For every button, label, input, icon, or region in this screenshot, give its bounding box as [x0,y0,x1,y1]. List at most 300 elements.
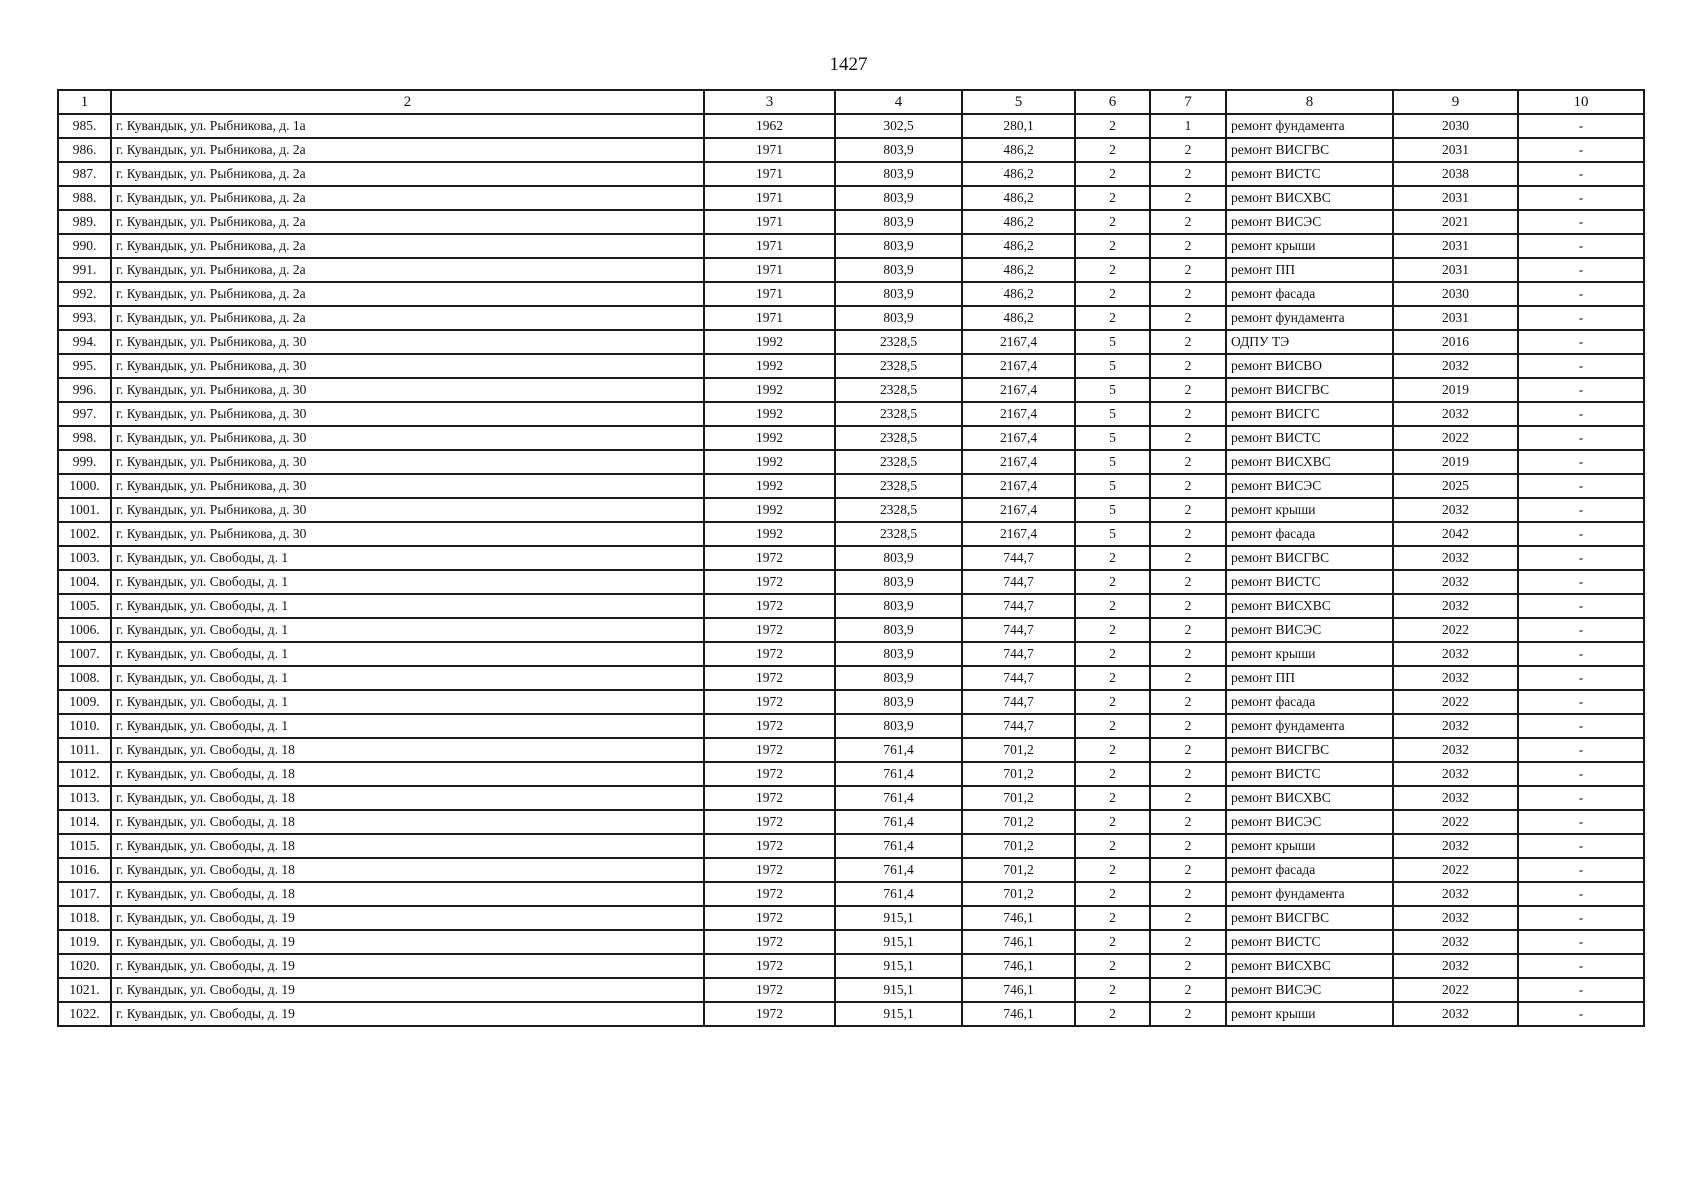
living-area-cell: 701,2 [962,762,1075,786]
column-header: 6 [1075,90,1150,114]
floors-cell: 2 [1075,690,1150,714]
note-cell: - [1518,714,1644,738]
entrances-cell: 2 [1150,402,1226,426]
table-row [58,642,1644,666]
floors-cell: 2 [1075,714,1150,738]
entrances-cell: 2 [1150,786,1226,810]
living-area-cell: 486,2 [962,282,1075,306]
entrances-cell: 2 [1150,666,1226,690]
living-area-cell: 2167,4 [962,450,1075,474]
row-number-cell: 1001. [58,498,111,522]
row-number-cell: 1010. [58,714,111,738]
total-area-cell: 803,9 [835,714,962,738]
total-area-cell: 803,9 [835,282,962,306]
floors-cell: 2 [1075,882,1150,906]
total-area-cell: 761,4 [835,834,962,858]
work-type-cell: ремонт ВИСГВС [1226,738,1393,762]
total-area-cell: 2328,5 [835,474,962,498]
row-number-cell: 990. [58,234,111,258]
year-cell: 1972 [704,570,835,594]
registry-table [57,89,1645,1027]
work-type-cell: ремонт ВИСЭС [1226,810,1393,834]
total-area-cell: 2328,5 [835,498,962,522]
work-type-cell: ремонт ПП [1226,258,1393,282]
work-type-cell: ремонт ВИСГС [1226,402,1393,426]
note-cell: - [1518,306,1644,330]
floors-cell: 2 [1075,666,1150,690]
planned-year-cell: 2032 [1393,906,1518,930]
planned-year-cell: 2032 [1393,498,1518,522]
address-cell: г. Кувандык, ул. Свободы, д. 19 [111,906,704,930]
table-row [58,210,1644,234]
total-area-cell: 302,5 [835,114,962,138]
note-cell: - [1518,570,1644,594]
total-area-cell: 803,9 [835,162,962,186]
planned-year-cell: 2032 [1393,882,1518,906]
planned-year-cell: 2022 [1393,858,1518,882]
year-cell: 1992 [704,330,835,354]
entrances-cell: 2 [1150,642,1226,666]
row-number-cell: 1020. [58,954,111,978]
entrances-cell: 2 [1150,834,1226,858]
page-number: 1427 [829,54,868,75]
address-cell: г. Кувандык, ул. Свободы, д. 19 [111,954,704,978]
living-area-cell: 486,2 [962,210,1075,234]
address-cell: г. Кувандык, ул. Рыбникова, д. 2а [111,210,704,234]
total-area-cell: 2328,5 [835,402,962,426]
note-cell: - [1518,906,1644,930]
address-cell: г. Кувандык, ул. Свободы, д. 18 [111,882,704,906]
living-area-cell: 744,7 [962,642,1075,666]
address-cell: г. Кувандык, ул. Рыбникова, д. 2а [111,306,704,330]
address-cell: г. Кувандык, ул. Свободы, д. 1 [111,594,704,618]
entrances-cell: 2 [1150,930,1226,954]
living-area-cell: 2167,4 [962,402,1075,426]
column-header: 10 [1518,90,1644,114]
total-area-cell: 761,4 [835,738,962,762]
total-area-cell: 2328,5 [835,354,962,378]
floors-cell: 2 [1075,810,1150,834]
note-cell: - [1518,354,1644,378]
entrances-cell: 2 [1150,522,1226,546]
year-cell: 1972 [704,1002,835,1026]
row-number-cell: 989. [58,210,111,234]
address-cell: г. Кувандык, ул. Свободы, д. 1 [111,618,704,642]
work-type-cell: ремонт ВИСТС [1226,762,1393,786]
table-row [58,426,1644,450]
floors-cell: 5 [1075,378,1150,402]
address-cell: г. Кувандык, ул. Свободы, д. 19 [111,978,704,1002]
living-area-cell: 486,2 [962,306,1075,330]
year-cell: 1971 [704,162,835,186]
work-type-cell: ОДПУ ТЭ [1226,330,1393,354]
living-area-cell: 486,2 [962,138,1075,162]
planned-year-cell: 2032 [1393,642,1518,666]
floors-cell: 2 [1075,258,1150,282]
year-cell: 1992 [704,450,835,474]
total-area-cell: 915,1 [835,1002,962,1026]
address-cell: г. Кувандык, ул. Рыбникова, д. 30 [111,474,704,498]
living-area-cell: 701,2 [962,786,1075,810]
entrances-cell: 2 [1150,282,1226,306]
note-cell: - [1518,426,1644,450]
entrances-cell: 2 [1150,378,1226,402]
row-number-cell: 995. [58,354,111,378]
living-area-cell: 744,7 [962,690,1075,714]
entrances-cell: 2 [1150,858,1226,882]
row-number-cell: 1012. [58,762,111,786]
column-header: 1 [58,90,111,114]
living-area-cell: 486,2 [962,234,1075,258]
table-row [58,474,1644,498]
note-cell: - [1518,138,1644,162]
total-area-cell: 761,4 [835,810,962,834]
row-number-cell: 1014. [58,810,111,834]
year-cell: 1971 [704,258,835,282]
address-cell: г. Кувандык, ул. Рыбникова, д. 2а [111,234,704,258]
address-cell: г. Кувандык, ул. Свободы, д. 18 [111,810,704,834]
floors-cell: 2 [1075,546,1150,570]
floors-cell: 2 [1075,186,1150,210]
year-cell: 1971 [704,234,835,258]
planned-year-cell: 2032 [1393,666,1518,690]
year-cell: 1971 [704,282,835,306]
work-type-cell: ремонт ВИСТС [1226,426,1393,450]
total-area-cell: 803,9 [835,690,962,714]
entrances-cell: 2 [1150,450,1226,474]
row-number-cell: 1005. [58,594,111,618]
note-cell: - [1518,450,1644,474]
entrances-cell: 2 [1150,498,1226,522]
row-number-cell: 985. [58,114,111,138]
floors-cell: 5 [1075,522,1150,546]
address-cell: г. Кувандык, ул. Свободы, д. 19 [111,930,704,954]
year-cell: 1972 [704,786,835,810]
table-row [58,666,1644,690]
work-type-cell: ремонт ВИСХВС [1226,954,1393,978]
work-type-cell: ремонт крыши [1226,234,1393,258]
planned-year-cell: 2022 [1393,690,1518,714]
entrances-cell: 2 [1150,258,1226,282]
floors-cell: 2 [1075,954,1150,978]
work-type-cell: ремонт ВИСЭС [1226,474,1393,498]
planned-year-cell: 2022 [1393,810,1518,834]
living-area-cell: 744,7 [962,714,1075,738]
note-cell: - [1518,330,1644,354]
address-cell: г. Кувандык, ул. Свободы, д. 1 [111,714,704,738]
table-body [58,114,1644,1026]
living-area-cell: 744,7 [962,570,1075,594]
address-cell: г. Кувандык, ул. Рыбникова, д. 2а [111,258,704,282]
floors-cell: 2 [1075,738,1150,762]
floors-cell: 2 [1075,234,1150,258]
entrances-cell: 2 [1150,906,1226,930]
total-area-cell: 803,9 [835,570,962,594]
table-row [58,450,1644,474]
row-number-cell: 1021. [58,978,111,1002]
note-cell: - [1518,114,1644,138]
entrances-cell: 2 [1150,186,1226,210]
row-number-cell: 1002. [58,522,111,546]
year-cell: 1972 [704,906,835,930]
floors-cell: 2 [1075,978,1150,1002]
address-cell: г. Кувандык, ул. Свободы, д. 1 [111,690,704,714]
total-area-cell: 803,9 [835,210,962,234]
floors-cell: 5 [1075,330,1150,354]
note-cell: - [1518,834,1644,858]
table-row [58,594,1644,618]
work-type-cell: ремонт ВИСТС [1226,162,1393,186]
total-area-cell: 2328,5 [835,378,962,402]
entrances-cell: 2 [1150,234,1226,258]
table-row [58,570,1644,594]
floors-cell: 5 [1075,354,1150,378]
year-cell: 1992 [704,474,835,498]
work-type-cell: ремонт ВИСТС [1226,570,1393,594]
table-row [58,714,1644,738]
work-type-cell: ремонт фасада [1226,522,1393,546]
table-row [58,306,1644,330]
floors-cell: 2 [1075,762,1150,786]
floors-cell: 2 [1075,594,1150,618]
entrances-cell: 2 [1150,474,1226,498]
row-number-cell: 1018. [58,906,111,930]
entrances-cell: 2 [1150,306,1226,330]
entrances-cell: 2 [1150,210,1226,234]
table-row [58,354,1644,378]
total-area-cell: 803,9 [835,258,962,282]
total-area-cell: 2328,5 [835,450,962,474]
year-cell: 1972 [704,546,835,570]
work-type-cell: ремонт фасада [1226,282,1393,306]
entrances-cell: 1 [1150,114,1226,138]
planned-year-cell: 2031 [1393,234,1518,258]
table-row [58,690,1644,714]
floors-cell: 5 [1075,498,1150,522]
note-cell: - [1518,234,1644,258]
total-area-cell: 803,9 [835,666,962,690]
year-cell: 1971 [704,306,835,330]
address-cell: г. Кувандык, ул. Рыбникова, д. 30 [111,330,704,354]
address-cell: г. Кувандык, ул. Рыбникова, д. 30 [111,402,704,426]
note-cell: - [1518,186,1644,210]
year-cell: 1972 [704,642,835,666]
table-row [58,1002,1644,1026]
year-cell: 1972 [704,594,835,618]
living-area-cell: 2167,4 [962,330,1075,354]
entrances-cell: 2 [1150,546,1226,570]
address-cell: г. Кувандык, ул. Рыбникова, д. 2а [111,162,704,186]
floors-cell: 2 [1075,930,1150,954]
living-area-cell: 2167,4 [962,354,1075,378]
note-cell: - [1518,642,1644,666]
entrances-cell: 2 [1150,354,1226,378]
living-area-cell: 744,7 [962,594,1075,618]
row-number-cell: 1006. [58,618,111,642]
work-type-cell: ремонт ВИСХВС [1226,450,1393,474]
planned-year-cell: 2032 [1393,762,1518,786]
note-cell: - [1518,810,1644,834]
entrances-cell: 2 [1150,954,1226,978]
planned-year-cell: 2025 [1393,474,1518,498]
table-row [58,738,1644,762]
total-area-cell: 2328,5 [835,522,962,546]
table-row [58,834,1644,858]
row-number-cell: 1007. [58,642,111,666]
floors-cell: 2 [1075,162,1150,186]
living-area-cell: 744,7 [962,546,1075,570]
year-cell: 1971 [704,138,835,162]
year-cell: 1972 [704,618,835,642]
address-cell: г. Кувандык, ул. Рыбникова, д. 30 [111,450,704,474]
note-cell: - [1518,930,1644,954]
row-number-cell: 1008. [58,666,111,690]
planned-year-cell: 2021 [1393,210,1518,234]
row-number-cell: 1015. [58,834,111,858]
work-type-cell: ремонт крыши [1226,1002,1393,1026]
note-cell: - [1518,282,1644,306]
total-area-cell: 803,9 [835,306,962,330]
floors-cell: 2 [1075,114,1150,138]
floors-cell: 5 [1075,402,1150,426]
living-area-cell: 486,2 [962,258,1075,282]
work-type-cell: ремонт ВИСХВС [1226,594,1393,618]
planned-year-cell: 2022 [1393,618,1518,642]
row-number-cell: 999. [58,450,111,474]
entrances-cell: 2 [1150,762,1226,786]
entrances-cell: 2 [1150,690,1226,714]
planned-year-cell: 2031 [1393,186,1518,210]
floors-cell: 2 [1075,858,1150,882]
entrances-cell: 2 [1150,330,1226,354]
total-area-cell: 803,9 [835,642,962,666]
planned-year-cell: 2019 [1393,378,1518,402]
planned-year-cell: 2030 [1393,114,1518,138]
note-cell: - [1518,618,1644,642]
table-row [58,234,1644,258]
address-cell: г. Кувандык, ул. Свободы, д. 1 [111,570,704,594]
table-row [58,330,1644,354]
total-area-cell: 915,1 [835,954,962,978]
address-cell: г. Кувандык, ул. Свободы, д. 18 [111,786,704,810]
planned-year-cell: 2032 [1393,834,1518,858]
planned-year-cell: 2032 [1393,954,1518,978]
planned-year-cell: 2032 [1393,546,1518,570]
living-area-cell: 701,2 [962,738,1075,762]
living-area-cell: 280,1 [962,114,1075,138]
address-cell: г. Кувандык, ул. Свободы, д. 19 [111,1002,704,1026]
note-cell: - [1518,402,1644,426]
work-type-cell: ремонт крыши [1226,498,1393,522]
note-cell: - [1518,1002,1644,1026]
column-header: 5 [962,90,1075,114]
total-area-cell: 761,4 [835,786,962,810]
address-cell: г. Кувандык, ул. Свободы, д. 18 [111,762,704,786]
total-area-cell: 803,9 [835,618,962,642]
planned-year-cell: 2016 [1393,330,1518,354]
floors-cell: 2 [1075,210,1150,234]
note-cell: - [1518,258,1644,282]
address-cell: г. Кувандык, ул. Рыбникова, д. 30 [111,426,704,450]
row-number-cell: 991. [58,258,111,282]
work-type-cell: ремонт ВИСГВС [1226,906,1393,930]
work-type-cell: ремонт ВИСГВС [1226,378,1393,402]
address-cell: г. Кувандык, ул. Рыбникова, д. 30 [111,498,704,522]
year-cell: 1972 [704,714,835,738]
year-cell: 1972 [704,930,835,954]
work-type-cell: ремонт ВИСЭС [1226,210,1393,234]
note-cell: - [1518,786,1644,810]
table-row [58,858,1644,882]
entrances-cell: 2 [1150,618,1226,642]
living-area-cell: 486,2 [962,186,1075,210]
work-type-cell: ремонт фасада [1226,858,1393,882]
work-type-cell: ремонт ВИСХВС [1226,786,1393,810]
address-cell: г. Кувандык, ул. Свободы, д. 18 [111,858,704,882]
living-area-cell: 2167,4 [962,378,1075,402]
floors-cell: 2 [1075,138,1150,162]
entrances-cell: 2 [1150,978,1226,1002]
year-cell: 1972 [704,858,835,882]
year-cell: 1972 [704,738,835,762]
floors-cell: 5 [1075,474,1150,498]
note-cell: - [1518,378,1644,402]
living-area-cell: 701,2 [962,834,1075,858]
table-row [58,618,1644,642]
note-cell: - [1518,162,1644,186]
address-cell: г. Кувандык, ул. Рыбникова, д. 30 [111,522,704,546]
column-header: 7 [1150,90,1226,114]
row-number-cell: 1004. [58,570,111,594]
planned-year-cell: 2031 [1393,138,1518,162]
entrances-cell: 2 [1150,594,1226,618]
floors-cell: 5 [1075,450,1150,474]
year-cell: 1972 [704,762,835,786]
floors-cell: 5 [1075,426,1150,450]
floors-cell: 2 [1075,282,1150,306]
row-number-cell: 994. [58,330,111,354]
note-cell: - [1518,498,1644,522]
row-number-cell: 1019. [58,930,111,954]
planned-year-cell: 2038 [1393,162,1518,186]
note-cell: - [1518,522,1644,546]
planned-year-cell: 2019 [1393,450,1518,474]
table-row [58,258,1644,282]
table-row [58,546,1644,570]
table-row [58,762,1644,786]
floors-cell: 2 [1075,618,1150,642]
note-cell: - [1518,594,1644,618]
living-area-cell: 486,2 [962,162,1075,186]
year-cell: 1992 [704,498,835,522]
address-cell: г. Кувандык, ул. Рыбникова, д. 30 [111,354,704,378]
row-number-cell: 992. [58,282,111,306]
total-area-cell: 761,4 [835,882,962,906]
planned-year-cell: 2032 [1393,594,1518,618]
living-area-cell: 2167,4 [962,426,1075,450]
row-number-cell: 1009. [58,690,111,714]
living-area-cell: 746,1 [962,954,1075,978]
work-type-cell: ремонт крыши [1226,834,1393,858]
work-type-cell: ремонт ВИСВО [1226,354,1393,378]
table-row [58,186,1644,210]
column-header: 2 [111,90,704,114]
row-number-cell: 988. [58,186,111,210]
note-cell: - [1518,954,1644,978]
entrances-cell: 2 [1150,426,1226,450]
planned-year-cell: 2022 [1393,426,1518,450]
table-row [58,498,1644,522]
